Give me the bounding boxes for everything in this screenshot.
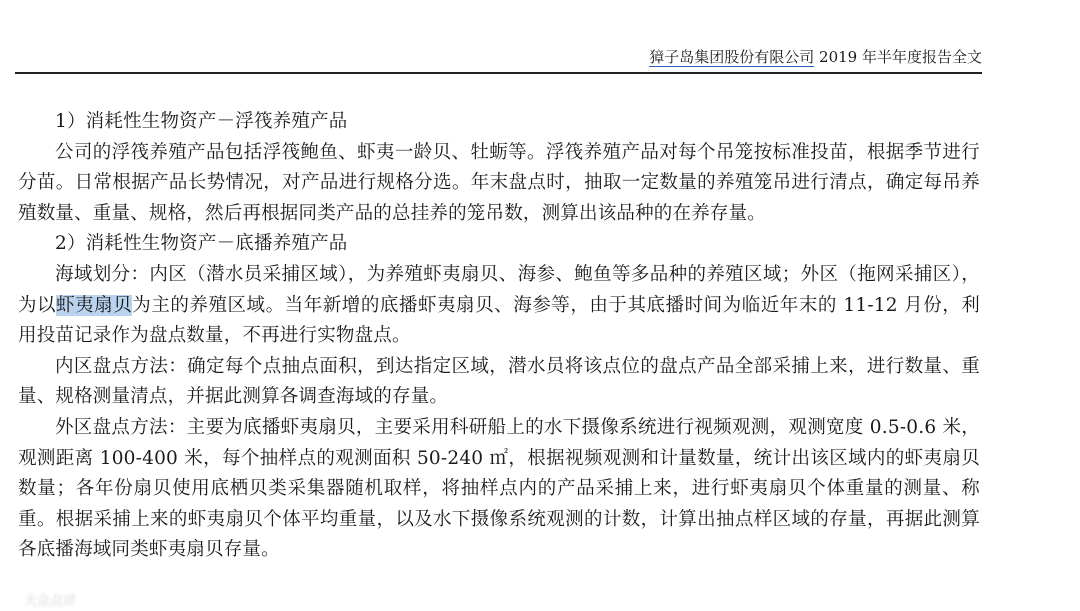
dianping-logo-icon bbox=[2, 591, 20, 609]
section-heading-floating-raft: 1）消耗性生物资产－浮筏养殖产品 bbox=[55, 111, 348, 132]
section-heading-bottom-sowing: 2）消耗性生物资产－底播养殖产品 bbox=[55, 233, 348, 255]
paragraph-outer-area-inventory: 外区盘点方法：主要为底播虾夷扇贝，主要采用科研船上的水下摄像系统进行视频观测，观测宽度 0.5-0.6 米，观测距离 100-400 米，每个抽样点的观测面积 50-240 ㎡，根据视频观测和计量数量，统计出该区域内的虾夷扇贝数量；各年份扇贝使用底栖贝类采集器随机取样，将抽样点内的产品采捕上来，进行虾夷扇贝个体重量的测量、称重。根据采捕上来的虾夷扇贝个体平均重量，以及水下摄像系统观测的计数，计算出抽点样区域的存量，再据此测算各底播海域同类虾夷扇贝存量。 bbox=[18, 416, 980, 561]
paragraph-sea-area-division bbox=[18, 260, 980, 352]
selected-text-highlight[interactable]: 虾夷扇贝 bbox=[56, 294, 133, 316]
watermark bbox=[2, 590, 76, 609]
header-company-name: 獐子岛集团股份有限公司 bbox=[649, 48, 815, 66]
header-report-title: 2019 年半年度报告全文 bbox=[814, 48, 982, 66]
text-segment: 为主的养殖区域。当年新增的底播虾夷扇贝、海参等，由于其底播时间为临近年末的 11-12 月份，利用投苗记录作为盘点数量，不再进行实物盘点。 bbox=[18, 294, 980, 347]
page-header bbox=[15, 44, 982, 74]
document-body bbox=[18, 107, 980, 566]
paragraph-inner-area-inventory: 内区盘点方法：确定每个点抽点面积，到达指定区域，潜水员将该点位的盘点产品全部采捕上来，进行数量、重量、规格测量清点，并据此测算各调查海域的存量。 bbox=[18, 355, 980, 408]
paragraph-floating-raft-description: 公司的浮筏养殖产品包括浮筏鲍鱼、虾夷一龄贝、牡蛎等。浮筏养殖产品对每个吊笼按标准投苗，根据季节进行分苗。日常根据产品长势情况，对产品进行规格分选。年末盘点时，抽取一定数量的养殖笼吊进行清点，确定每吊养殖数量、重量、规格，然后再根据同类产品的总挂养的笼吊数，测算出该品种的在养存量。 bbox=[18, 141, 980, 224]
text-segment: 海域划分：内区（潜水员采捕区域），为养殖虾夷扇贝、海参、鲍鱼等多品种的养殖区域；外区（拖网采捕区），为以 bbox=[18, 263, 980, 316]
watermark-text: 大众点评 bbox=[24, 594, 77, 609]
